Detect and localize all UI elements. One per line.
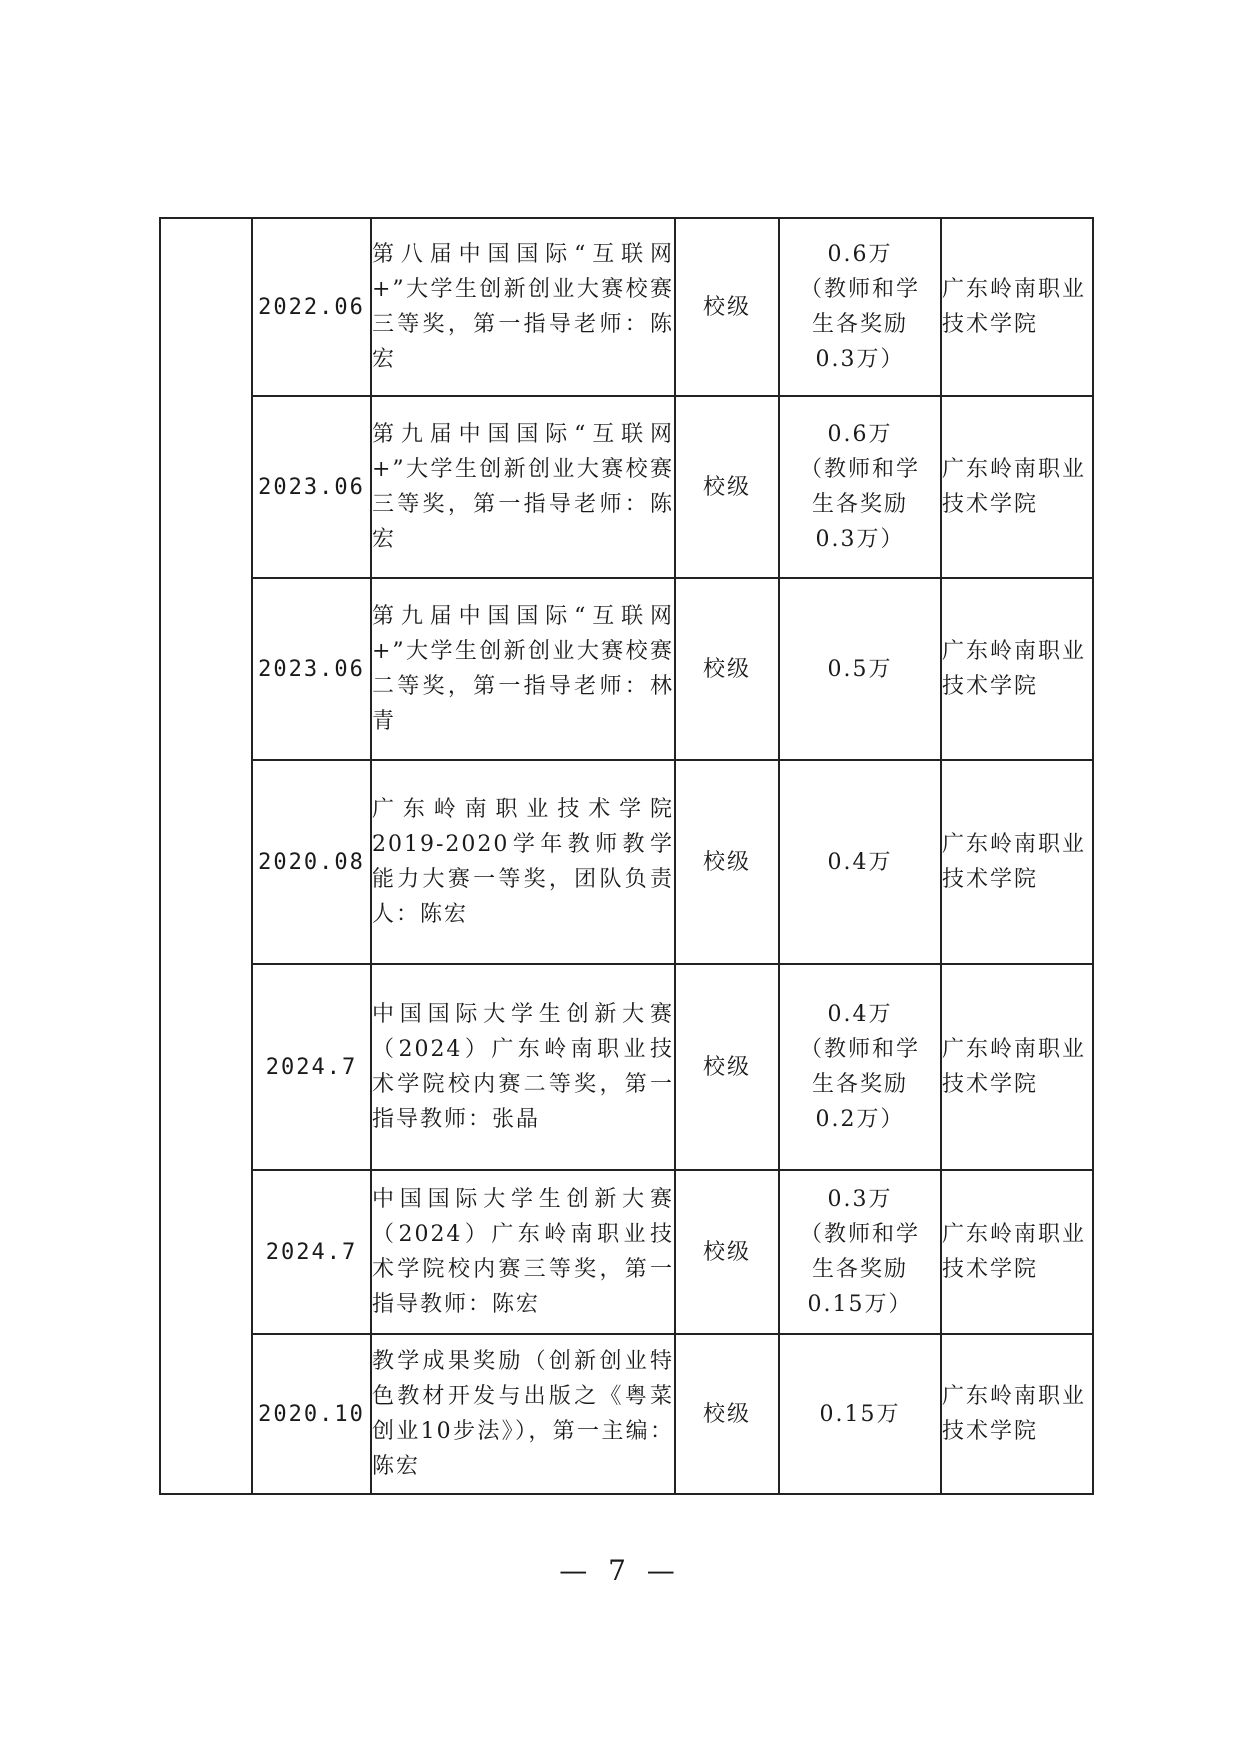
organization-cell: 广东岭南职业技术学院 <box>941 964 1093 1170</box>
level-cell: 校级 <box>675 760 779 964</box>
organization-cell: 广东岭南职业技术学院 <box>941 218 1093 396</box>
organization-cell: 广东岭南职业技术学院 <box>941 1170 1093 1334</box>
table-row <box>160 218 1093 396</box>
amount-value: 0.5万 <box>827 656 893 682</box>
description-cell: 第九届中国国际“互联网+”大学生创新创业大赛校赛三等奖，第一指导老师：陈宏 <box>371 396 675 578</box>
description-cell: 第八届中国国际“互联网+”大学生创新创业大赛校赛三等奖，第一指导老师：陈宏 <box>371 218 675 396</box>
level-cell: 校级 <box>675 1334 779 1494</box>
description-cell: 第九届中国国际“互联网+”大学生创新创业大赛校赛二等奖，第一指导老师：林青 <box>371 578 675 760</box>
amount-value: 0.3万 <box>827 1187 893 1212</box>
table-row <box>160 760 1093 964</box>
amount-note: （教师和学生各奖励0.2万） <box>799 1037 920 1132</box>
amount-cell <box>779 1334 941 1494</box>
category-cell <box>160 218 252 1494</box>
table-row <box>160 578 1093 760</box>
level-cell: 校级 <box>675 578 779 760</box>
table-row <box>160 1334 1093 1494</box>
amount-cell <box>779 964 941 1170</box>
amount-value: 0.15万 <box>819 1401 901 1427</box>
page-number: — 7 — <box>559 1554 681 1587</box>
amount-note: （教师和学生各奖励0.15万） <box>799 1222 920 1317</box>
amount-cell <box>779 218 941 396</box>
table-row <box>160 1170 1093 1334</box>
awards-table <box>159 217 1094 1495</box>
amount-value: 0.4万 <box>827 1002 893 1027</box>
description-cell: 中国国际大学生创新大赛（2024）广东岭南职业技术学院校内赛二等奖，第一指导教师：张晶 <box>371 964 675 1170</box>
organization-cell: 广东岭南职业技术学院 <box>941 578 1093 760</box>
date-cell: 2020.08 <box>252 760 371 964</box>
amount-cell <box>779 760 941 964</box>
amount-note: （教师和学生各奖励0.3万） <box>799 277 920 372</box>
level-cell: 校级 <box>675 218 779 396</box>
amount-value: 0.4万 <box>827 849 893 875</box>
amount-note: （教师和学生各奖励0.3万） <box>799 457 920 552</box>
amount-cell <box>779 1170 941 1334</box>
amount-value: 0.6万 <box>827 422 893 447</box>
organization-cell: 广东岭南职业技术学院 <box>941 760 1093 964</box>
organization-cell: 广东岭南职业技术学院 <box>941 396 1093 578</box>
amount-cell <box>779 578 941 760</box>
description-cell: 教学成果奖励（创新创业特色教材开发与出版之《粤菜创业10步法》），第一主编：陈宏 <box>371 1334 675 1494</box>
table-row <box>160 964 1093 1170</box>
level-cell: 校级 <box>675 1170 779 1334</box>
table-row <box>160 396 1093 578</box>
date-cell: 2023.06 <box>252 396 371 578</box>
date-cell: 2024.7 <box>252 1170 371 1334</box>
date-cell: 2023.06 <box>252 578 371 760</box>
date-cell: 2024.7 <box>252 964 371 1170</box>
description-cell: 中国国际大学生创新大赛（2024）广东岭南职业技术学院校内赛三等奖，第一指导教师：陈宏 <box>371 1170 675 1334</box>
description-cell: 广东岭南职业技术学院2019-2020学年教师教学能力大赛一等奖，团队负责人：陈宏 <box>371 760 675 964</box>
level-cell: 校级 <box>675 964 779 1170</box>
organization-cell: 广东岭南职业技术学院 <box>941 1334 1093 1494</box>
date-cell: 2020.10 <box>252 1334 371 1494</box>
date-cell: 2022.06 <box>252 218 371 396</box>
amount-value: 0.6万 <box>827 242 893 267</box>
level-cell: 校级 <box>675 396 779 578</box>
amount-cell <box>779 396 941 578</box>
